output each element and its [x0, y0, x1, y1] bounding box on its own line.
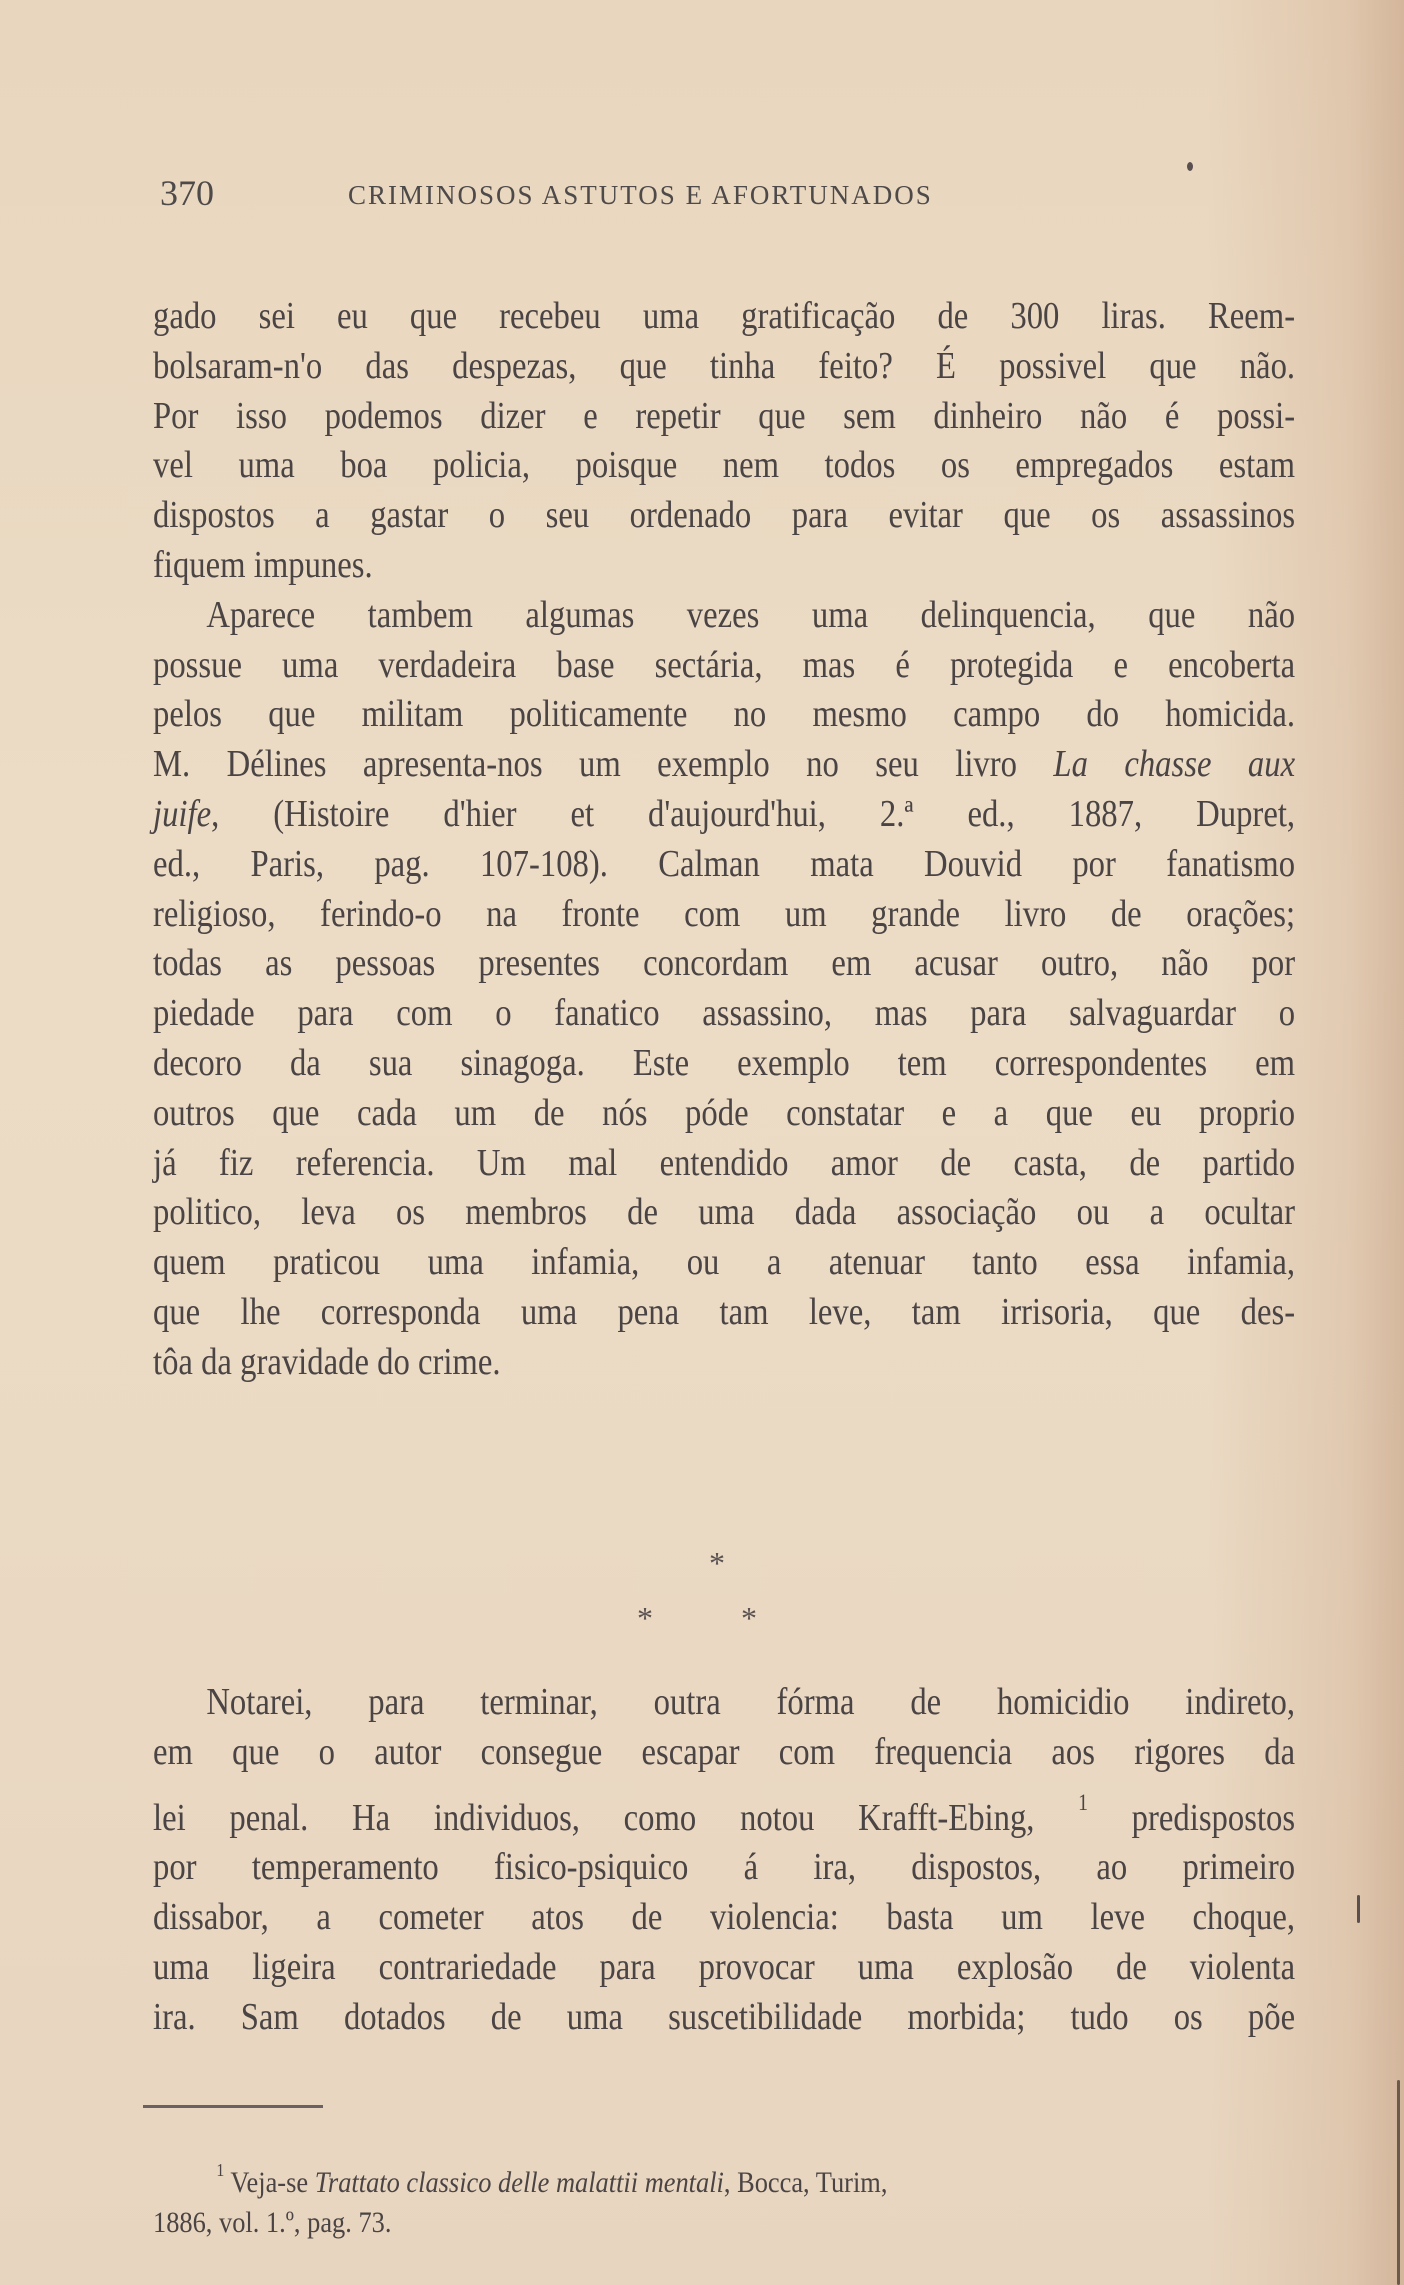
paragraph-1	[153, 292, 1295, 591]
text-line: dispostos a gastar o seu ordenado para evitar que os assassinos	[153, 494, 1296, 537]
ink-speck	[1187, 162, 1193, 171]
book-title-italic: La chasse aux	[1053, 743, 1296, 786]
text-line	[153, 740, 1295, 790]
text-line: pelos que militam politicamente no mesmo campo do homicida.	[153, 693, 1296, 736]
text-span: predispostos	[1087, 1796, 1296, 1839]
text-span: M. Délines apresenta-nos um exemplo no seu livro	[153, 743, 1054, 786]
text-line: dissabor, a cometer atos de violencia: basta um leve choque,	[153, 1896, 1296, 1939]
text-line: Por isso podemos dizer e repetir que sem dinheiro não é possi-	[153, 394, 1296, 437]
text-line: bolsaram-n'o das despezas, que tinha feito? É possivel que não.	[153, 344, 1296, 387]
text-line: por temperamento fisico-psiquico á ira, dispostos, ao primeiro	[153, 1846, 1296, 1889]
text-line: Aparece tambem algumas vezes uma delinquencia, que não	[206, 593, 1296, 636]
text-line: vel uma boa policia, poisque nem todos os empregados estam	[153, 444, 1296, 487]
footnote-marker: 1	[216, 2160, 225, 2180]
page-number: 370	[160, 173, 214, 213]
text-line: tôa da gravidade do crime.	[153, 1340, 501, 1383]
text-line: em que o autor consegue escapar com frequencia aos rigores da	[153, 1730, 1296, 1773]
text-line: fiquem impunes.	[153, 543, 373, 586]
text-line: ed., Paris, pag. 107-108). Calman mata Douvid por fanatismo	[153, 842, 1296, 885]
footnote-book-title: Trattato classico delle malattii mentali	[314, 2166, 724, 2199]
text-line: todas as pessoas presentes concordam em acusar outro, não por	[153, 942, 1296, 985]
section-separator-top-asterisk: *	[709, 1545, 725, 1581]
running-title: CRIMINOSOS ASTUTOS E AFORTUNADOS	[348, 180, 933, 210]
text-span: , (Histoire d'hier et d'aujourd'hui, 2.ª ed., 1887, Dupret,	[211, 792, 1296, 835]
section-separator-bottom-asterisks: * *	[637, 1600, 797, 1636]
text-line: politico, leva os membros de uma dada associação ou a ocultar	[153, 1191, 1296, 1234]
page-header	[160, 172, 1220, 222]
footnotes	[153, 2150, 1253, 2243]
text-span: lei penal. Ha individuos, como notou Krafft-Ebing,	[153, 1796, 1079, 1839]
body-text-lower	[153, 1678, 1295, 2042]
text-line: outros que cada um de nós póde constatar e a que eu proprio	[153, 1091, 1296, 1134]
book-title-italic: juife	[153, 792, 212, 835]
text-line: religioso, ferindo-o na fronte com um grande livro de orações;	[153, 892, 1296, 935]
footnote-divider	[143, 2105, 323, 2108]
text-line: já fiz referencia. Um mal entendido amor de casta, de partido	[153, 1141, 1296, 1184]
text-line: possue uma verdadeira base sectária, mas é protegida e encoberta	[153, 643, 1296, 686]
footnote-reference[interactable]: 1	[1078, 1789, 1088, 1815]
text-line: Notarei, para terminar, outra fórma de homicidio indireto,	[206, 1681, 1296, 1723]
text-line: quem praticou uma infamia, ou a atenuar tanto essa infamia,	[153, 1241, 1296, 1284]
text-line: ira. Sam dotados de uma suscetibilidade morbida; tudo os põe	[153, 1995, 1296, 2038]
text-line	[153, 1778, 1295, 1844]
footnote-1-continuation: 1886, vol. 1.º, pag. 73.	[153, 2206, 392, 2239]
text-line: que lhe corresponda uma pena tam leve, tam irrisoria, que des-	[153, 1290, 1296, 1333]
text-line	[153, 790, 1295, 840]
text-line: piedade para com o fanatico assassino, mas para salvaguardar o	[153, 992, 1296, 1035]
text-span: Veja-se	[224, 2166, 315, 2199]
paragraph-3	[153, 1678, 1295, 2042]
paragraph-2	[153, 591, 1295, 1388]
footnote-1	[153, 2150, 1253, 2203]
ink-speck	[1357, 1895, 1360, 1923]
text-line: decoro da sua sinagoga. Este exemplo tem correspondentes em	[153, 1041, 1296, 1084]
body-text-upper	[153, 292, 1295, 1388]
text-line: gado sei eu que recebeu uma gratificação de 300 liras. Reem-	[153, 295, 1296, 337]
text-line: uma ligeira contrariedade para provocar uma explosão de violenta	[153, 1945, 1296, 1988]
text-span: , Bocca, Turim,	[723, 2166, 888, 2199]
ink-speck	[1397, 2080, 1400, 2285]
